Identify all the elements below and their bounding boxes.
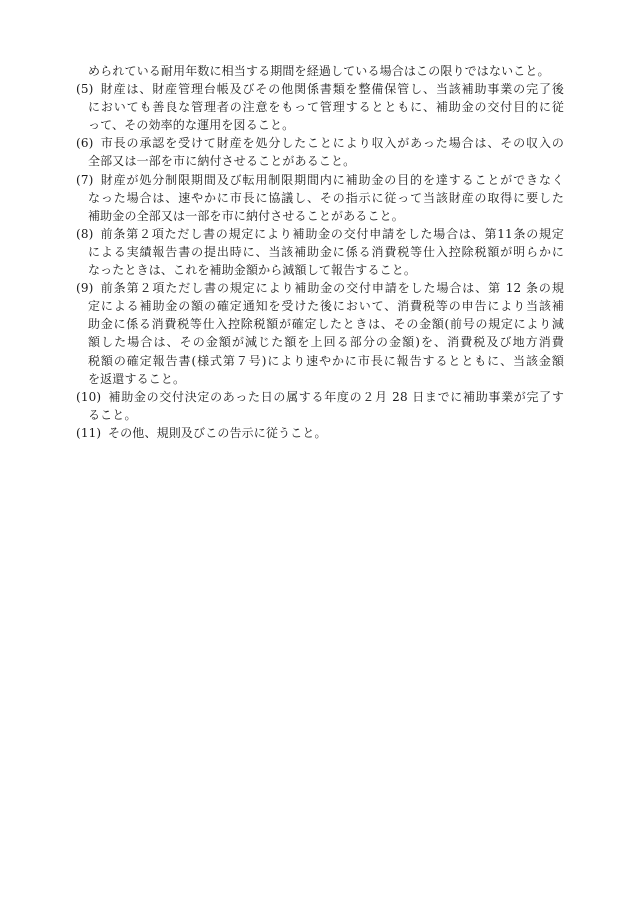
list-item — [76, 225, 564, 279]
list-item — [76, 424, 564, 442]
list-item — [76, 171, 564, 225]
item-number: (9) — [76, 281, 94, 296]
item-number: (8) — [76, 226, 94, 241]
item-number: (11) — [76, 425, 102, 440]
list-item — [76, 279, 564, 388]
item-line: 補助金の全部又は一部を市に納付させることがあること。 — [88, 208, 404, 223]
item-line: を返還すること。 — [88, 371, 186, 386]
item-line: においても善良な管理者の注意をもって管理するとともに、補助金の交付目的に従 — [88, 100, 564, 115]
item-line: 前条第２項ただし書の規定により補助金の交付申請をした場合は、第 12 条の規 — [100, 281, 564, 296]
list-item — [76, 134, 564, 170]
item-number: (6) — [76, 136, 94, 151]
item-line: って、その効率的な運用を図ること。 — [88, 118, 295, 133]
item-line: 市長の承認を受けて財産を処分したことにより収入があった場合は、その収入の — [100, 136, 564, 151]
item-line: による実績報告書の提出時に、当該補助金に係る消費税等仕入控除税額が明らかに — [88, 244, 564, 259]
item-line: 全部又は一部を市に納付させることがあること。 — [88, 154, 356, 169]
item-line: 補助金の交付決定のあった日の属する年度の２月 28 日までに補助事業が完了す — [108, 389, 564, 404]
item-line: 助金に係る消費税等仕入控除税額が確定したときは、その金額(前号の規定により減 — [88, 317, 564, 332]
item-line: 額した場合は、その金額が減じた額を上回る部分の金額)を、消費税及び地方消費 — [88, 335, 564, 350]
item-line: 定による補助金の額の確定通知を受けた後において、消費税等の申告により当該補 — [88, 299, 564, 314]
continuation-item — [76, 62, 564, 80]
item-line: ること。 — [88, 407, 137, 422]
item-line: 前条第２項ただし書の規定により補助金の交付申請をした場合は、第11条の規定 — [100, 226, 564, 241]
item-number: (7) — [76, 172, 94, 187]
item-line: 税額の確定報告書(様式第７号)により速やかに市長に報告するとともに、当該金額 — [88, 353, 564, 368]
list-item — [76, 80, 564, 134]
item-line: その他、規則及びこの告示に従うこと。 — [108, 425, 327, 440]
list-item — [76, 388, 564, 424]
item-line: 財産は、財産管理台帳及びその他関係書類を整備保管し、当該補助事業の完了後 — [100, 82, 564, 97]
item-number: (10) — [76, 389, 102, 404]
document-body — [76, 62, 564, 442]
item-line: なったときは、これを補助金額から減額して報告すること。 — [88, 263, 417, 278]
item-line: 財産が処分制限期間及び転用制限期間内に補助金の目的を達することができなく — [100, 172, 564, 187]
item-line: なった場合は、速やかに市長に協議し、その指示に従って当該財産の取得に要した — [88, 190, 564, 205]
item-line: められている耐用年数に相当する期間を経過している場合はこの限りではないこと。 — [88, 64, 550, 78]
item-number: (5) — [76, 82, 94, 97]
